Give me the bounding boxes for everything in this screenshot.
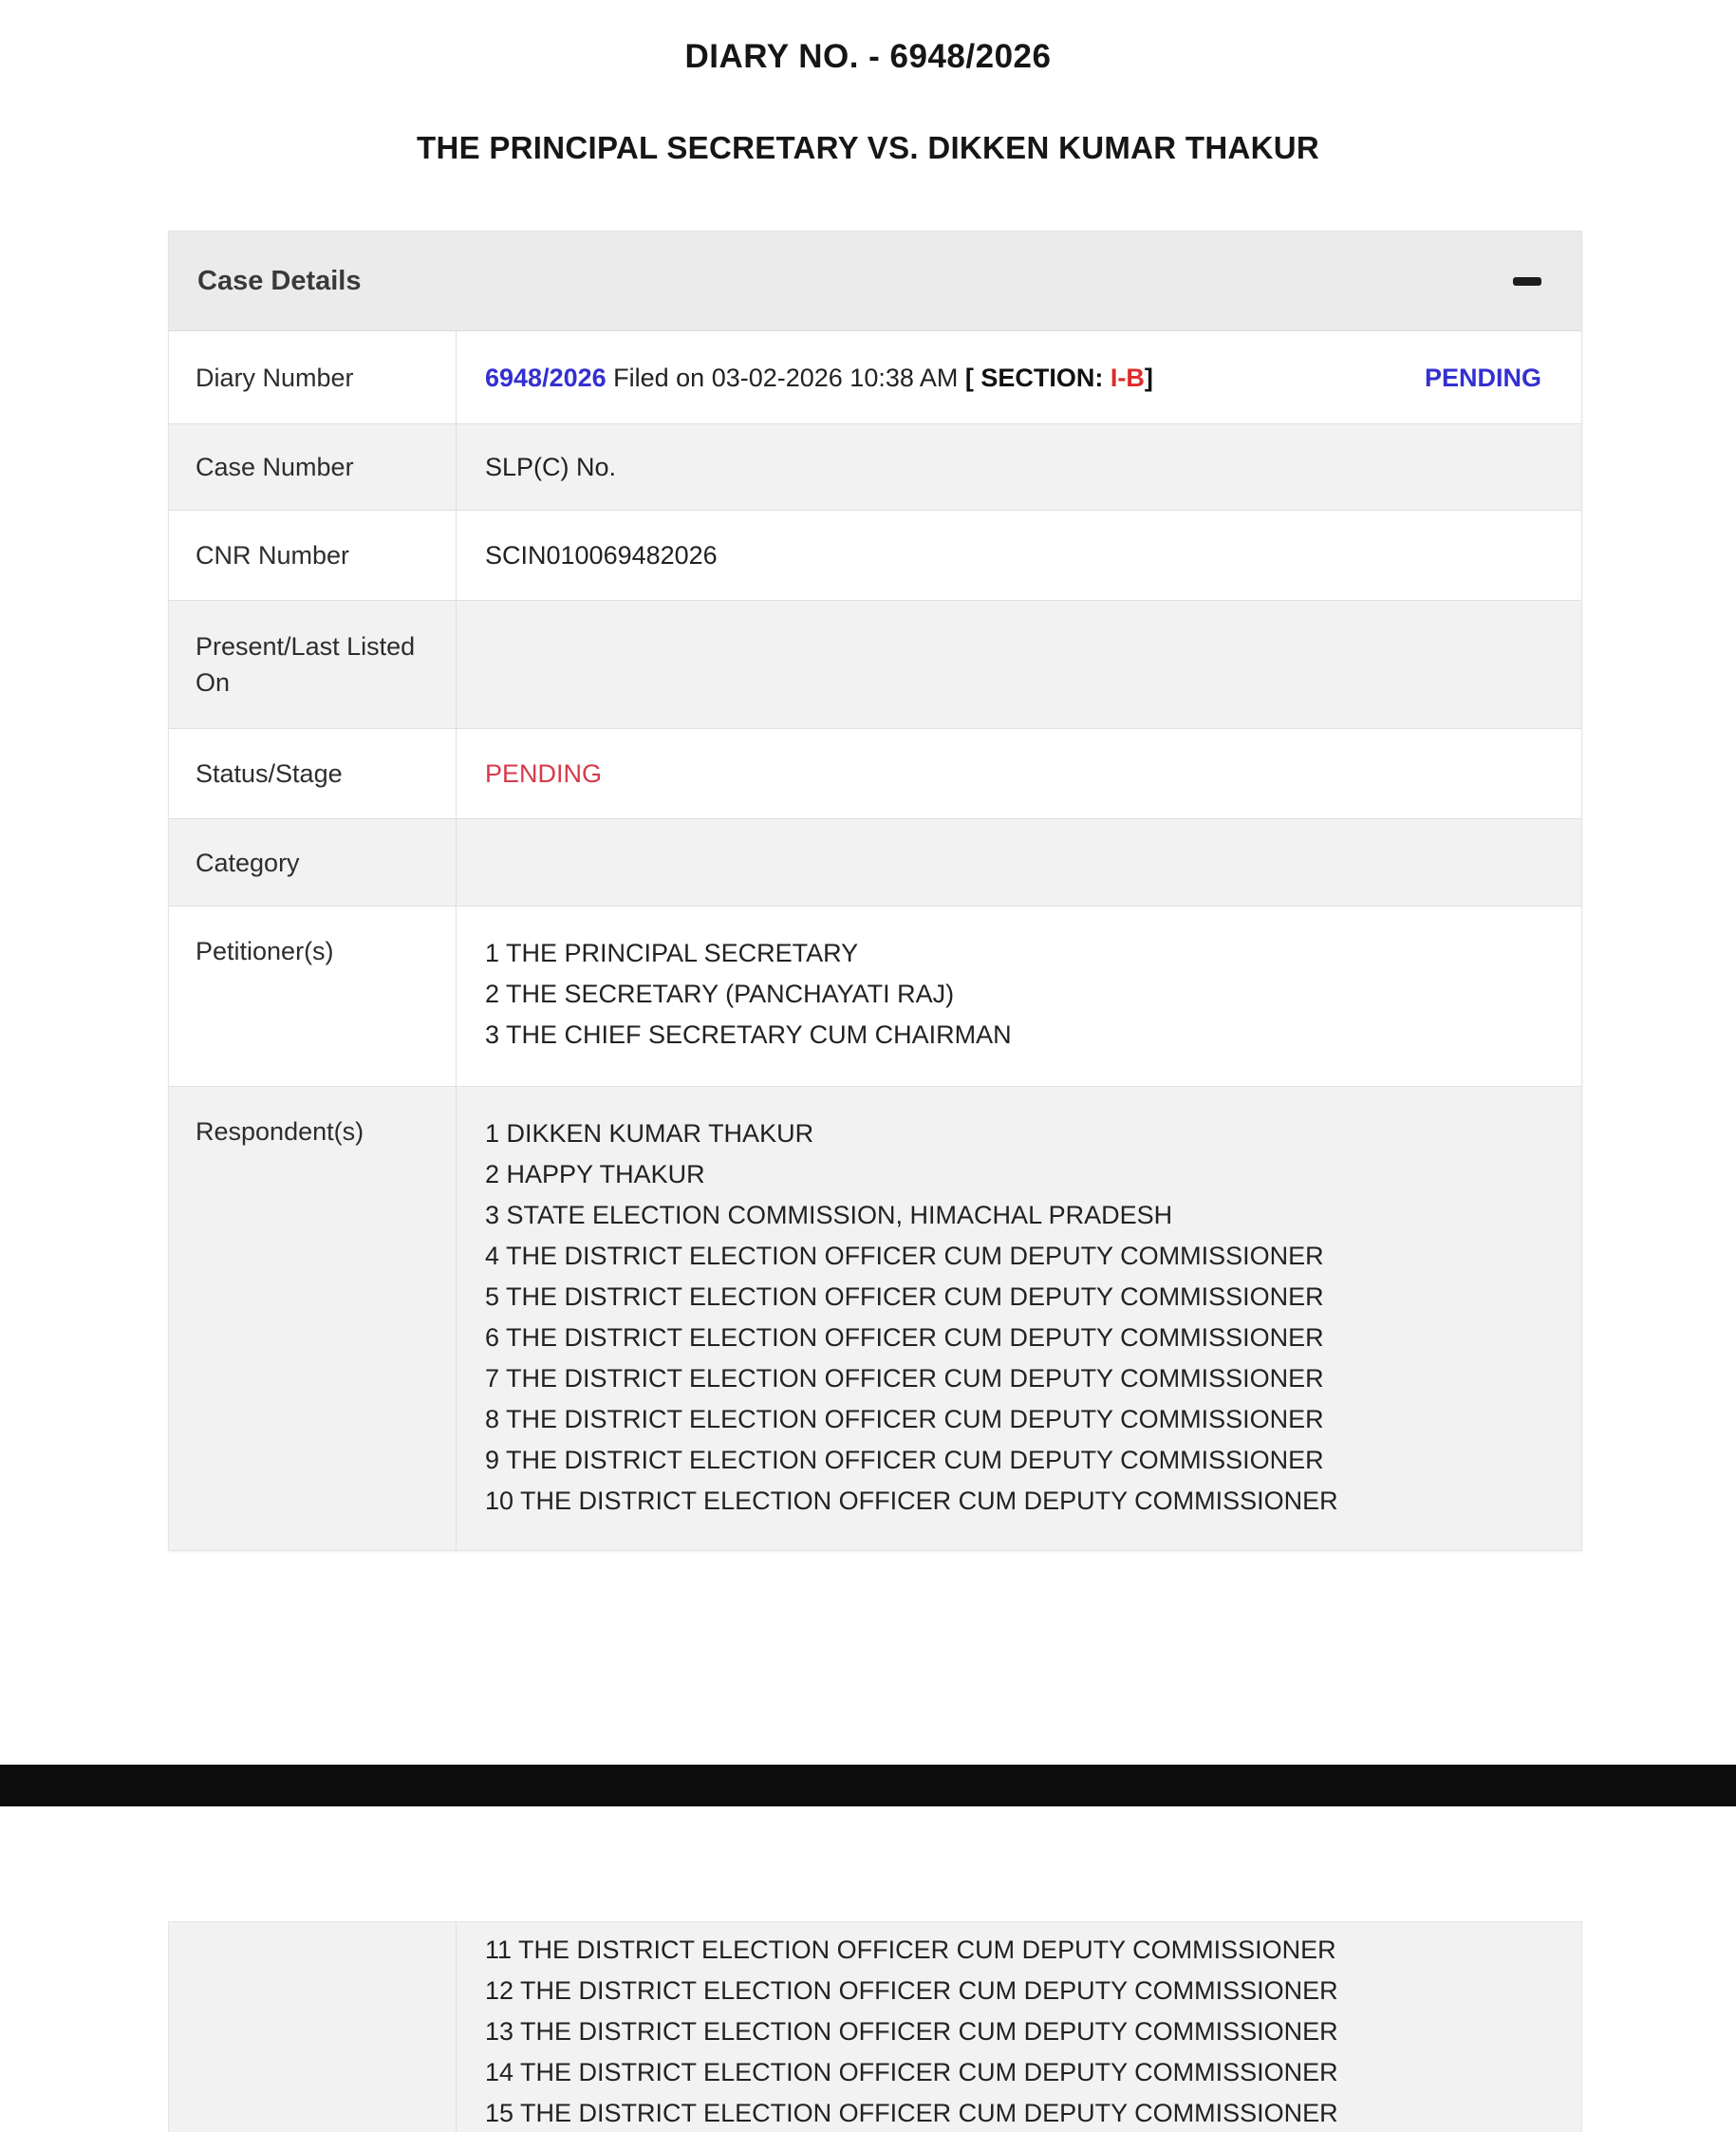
row-status-stage — [169, 729, 1581, 819]
case-parties-title: THE PRINCIPAL SECRETARY VS. DIKKEN KUMAR THAKUR — [417, 130, 1319, 165]
status-stage-label: Status/Stage — [169, 729, 457, 818]
party-line: 2 THE SECRETARY (PANCHAYATI RAJ) — [485, 980, 955, 1008]
party-line: 9 THE DISTRICT ELECTION OFFICER CUM DEPUTY COMMISSIONER — [485, 1446, 1324, 1474]
pending-status-badge: PENDING — [1424, 363, 1541, 392]
party-line: 8 THE DISTRICT ELECTION OFFICER CUM DEPUTY COMMISSIONER — [485, 1405, 1324, 1433]
category-label: Category — [169, 819, 457, 906]
case-number-value: SLP(C) No. — [485, 453, 617, 481]
case-details-header-title: Case Details — [197, 265, 362, 296]
category-value — [457, 819, 1581, 906]
party-line: 13 THE DISTRICT ELECTION OFFICER CUM DEPUTY COMMISSIONER — [485, 2017, 1338, 2046]
party-line: 10 THE DISTRICT ELECTION OFFICER CUM DEPUTY COMMISSIONER — [485, 1487, 1338, 1515]
respondents-continued-section — [168, 1921, 1582, 2132]
party-line: 12 THE DISTRICT ELECTION OFFICER CUM DEPUTY COMMISSIONER — [485, 1976, 1338, 2005]
collapse-button[interactable] — [1505, 259, 1549, 303]
case-number-label: Case Number — [169, 424, 457, 510]
party-line: 1 THE PRINCIPAL SECRETARY — [485, 939, 859, 967]
party-line: 3 STATE ELECTION COMMISSION, HIMACHAL PRADESH — [485, 1201, 1173, 1229]
respondents-continued-label-column — [169, 1922, 457, 2132]
party-line: 14 THE DISTRICT ELECTION OFFICER CUM DEPUTY COMMISSIONER — [485, 2058, 1338, 2086]
petitioners-list — [457, 907, 1581, 1086]
case-details-header[interactable] — [169, 232, 1581, 331]
petitioners-label: Petitioner(s) — [169, 907, 457, 1086]
diary-number-title: DIARY NO. - 6948/2026 — [684, 38, 1052, 75]
party-line: 3 THE CHIEF SECRETARY CUM CHAIRMAN — [485, 1020, 1012, 1049]
row-respondents — [169, 1087, 1581, 1550]
filed-on-text: Filed on 03-02-2026 10:38 AM — [606, 363, 965, 392]
present-last-listed-label: Present/Last Listed On — [169, 601, 457, 728]
present-last-listed-value — [457, 601, 1581, 728]
row-category — [169, 819, 1581, 907]
screenshot-stitch-divider — [0, 1765, 1736, 1806]
respondents-continued-list — [457, 1922, 1581, 2132]
row-diary-number — [169, 331, 1581, 424]
party-line: 11 THE DISTRICT ELECTION OFFICER CUM DEPUTY COMMISSIONER — [485, 1936, 1336, 1964]
status-stage-value: PENDING — [485, 759, 603, 788]
diary-number-link[interactable]: 6948/2026 — [485, 363, 607, 392]
respondents-list — [457, 1087, 1581, 1550]
cnr-number-label: CNR Number — [169, 511, 457, 600]
party-line: 4 THE DISTRICT ELECTION OFFICER CUM DEPUTY COMMISSIONER — [485, 1242, 1324, 1270]
row-case-number — [169, 424, 1581, 511]
bracket-open: [ — [964, 363, 981, 392]
bracket-close: ] — [1144, 363, 1153, 392]
diary-number-label: Diary Number — [169, 331, 457, 423]
party-line: 5 THE DISTRICT ELECTION OFFICER CUM DEPUTY COMMISSIONER — [485, 1282, 1324, 1311]
section-label: SECTION: — [980, 363, 1111, 392]
row-petitioners — [169, 907, 1581, 1087]
diary-number-value — [485, 360, 1553, 396]
section-value: I-B — [1110, 363, 1145, 392]
case-details-card — [168, 231, 1582, 1551]
party-line: 2 HAPPY THAKUR — [485, 1160, 705, 1188]
party-line: 15 THE DISTRICT ELECTION OFFICER CUM DEPUTY COMMISSIONER — [485, 2099, 1338, 2127]
party-line: 6 THE DISTRICT ELECTION OFFICER CUM DEPUTY COMMISSIONER — [485, 1323, 1324, 1352]
row-cnr-number — [169, 511, 1581, 601]
cnr-number-value: SCIN010069482026 — [485, 541, 718, 570]
party-line: 1 DIKKEN KUMAR THAKUR — [485, 1119, 814, 1148]
respondents-label: Respondent(s) — [169, 1087, 457, 1550]
row-present-last-listed — [169, 601, 1581, 729]
party-line: 7 THE DISTRICT ELECTION OFFICER CUM DEPUTY COMMISSIONER — [485, 1364, 1324, 1393]
minus-icon — [1513, 277, 1541, 286]
